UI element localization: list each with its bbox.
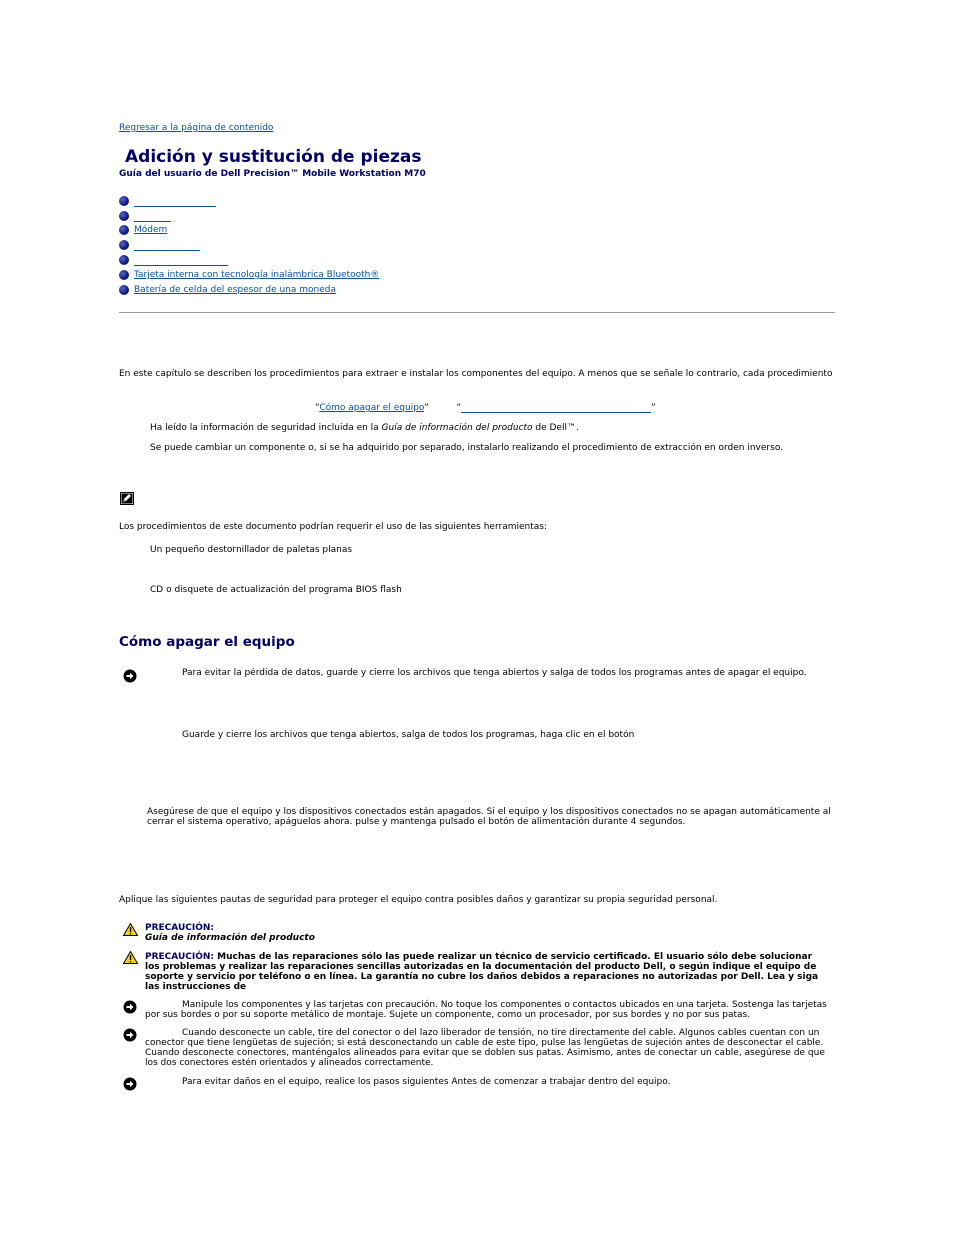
toc-link[interactable] bbox=[134, 210, 171, 222]
toc-link-modem[interactable]: Módem bbox=[134, 225, 168, 235]
toc-link-bluetooth[interactable]: Tarjeta interna con tecnología inalámbrica Bluetooth® bbox=[134, 270, 380, 280]
quote-mark: “ bbox=[315, 403, 320, 413]
quote-mark: “ bbox=[456, 403, 462, 413]
notice-icon bbox=[123, 1000, 137, 1014]
note-icon bbox=[120, 492, 134, 505]
back-to-contents-link[interactable]: Regresar a la página de contenido bbox=[119, 123, 274, 133]
notice-disconnect-cable: Cuando desconecte un cable, tire del conector o del lazo liberador de tensión, no tire directamente del cable. Algunos cables cuentan con un conector que tiene lengüetas de sujeción; si está desconectando un cable de este tipo, pulse las lengüetas de sujeción antes de desconectar el cable. Cuando desconecte conectores, manténgalos alineados para evitar que se doblen sus patas. Asimismo, antes de conectar un cable, asegúrese de que los dos conectores estén orientados y alineados correctamente. bbox=[145, 1028, 825, 1068]
caution-1: PRECAUCIÓN: Guía de información del producto bbox=[145, 923, 315, 943]
toc-link[interactable] bbox=[134, 254, 228, 266]
divider bbox=[119, 312, 835, 313]
bullet-icon bbox=[119, 255, 129, 265]
prereq-item-2: Se puede cambiar un componente o, si se ha adquirido por separado, instalarlo realizando el procedimiento de extracción en orden inverso. bbox=[150, 443, 784, 453]
quote-mark: ” bbox=[424, 403, 429, 413]
section-heading-shutdown: Cómo apagar el equipo bbox=[119, 634, 295, 650]
shutdown-link[interactable]: Cómo apagar el equipo bbox=[319, 403, 425, 413]
toc-list bbox=[119, 195, 519, 295]
shutdown-notice: Para evitar la pérdida de datos, guarde y cierre los archivos que tenga abiertos y salga de todos los programas antes de apagar el equipo. bbox=[182, 668, 807, 678]
toc-link[interactable] bbox=[134, 195, 216, 207]
quote-mark: ” bbox=[651, 403, 656, 413]
prereq-item-1: Ha leído la información de seguridad incluida en la Guía de información del producto de Dell™. bbox=[150, 423, 579, 433]
safety-intro: Aplique las siguientes pautas de seguridad para proteger el equipo contra posibles daños y garantizar su propia seguridad personal. bbox=[119, 895, 718, 905]
bullet-icon bbox=[119, 285, 129, 295]
tools-item-1: Un pequeño destornillador de paletas planas bbox=[150, 545, 353, 555]
bullet-icon bbox=[119, 225, 129, 235]
caution-icon bbox=[123, 951, 138, 964]
caution-2: PRECAUCIÓN: Muchas de las reparaciones sólo las puede realizar un técnico de servicio certificado. El usuario sólo debe solucionar los problemas y realizar las reparaciones sencillas autorizadas en la documentación del producto Dell, o según indique el equipo de soporte y servicio por teléfono o en línea. La garantía no cubre los daños debidos a reparaciones no autorizadas por Dell. Lea y siga las instrucciones de bbox=[145, 952, 819, 992]
bullet-icon bbox=[119, 240, 129, 250]
intro-paragraph: En este capítulo se describen los procedimientos para extraer e instalar los componentes del equipo. A menos que se señale lo contrario, cada procedimiento bbox=[119, 369, 833, 379]
shutdown-step-1: Guarde y cierre los archivos que tenga abiertos, salga de todos los programas, haga clic en el botón bbox=[182, 730, 635, 740]
tools-intro: Los procedimientos de este documento podrían requerir el uso de las siguientes herramientas: bbox=[119, 522, 548, 532]
notice-icon bbox=[123, 669, 137, 683]
toc-link-coin-battery[interactable]: Batería de celda del espesor de una moneda bbox=[134, 285, 336, 295]
page-subtitle: Guía del usuario de Dell Precision™ Mobile Workstation M70 bbox=[119, 169, 426, 179]
toc-link[interactable] bbox=[134, 239, 200, 251]
bullet-icon bbox=[119, 196, 129, 206]
notice-icon bbox=[123, 1077, 137, 1091]
bullet-icon bbox=[119, 270, 129, 280]
bullet-icon bbox=[119, 211, 129, 221]
safety-link[interactable] bbox=[461, 403, 651, 413]
shutdown-step-2: Asegúrese de que el equipo y los dispositivos conectados están apagados. Si el equipo y los dispositivos conectados no se apagan automáticamente al cerrar el sistema operativo, apáguelos ahora. pulse y mantenga pulsado el botón de alimentación durante 4 segundos. bbox=[147, 807, 831, 827]
prereq-links-line bbox=[315, 402, 656, 413]
notice-icon bbox=[123, 1028, 137, 1042]
notice-handling-components: Manipule los componentes y las tarjetas con precaución. No toque los componentes o contactos ubicados en una tarjeta. Sostenga las tarjetas por sus bordes o por su soporte metálico de montaje. Sujete un componente, como un procesador, por sus bordes y no por sus patas. bbox=[145, 1000, 827, 1020]
page-title: Adición y sustitución de piezas bbox=[125, 147, 422, 167]
tools-item-2: CD o disquete de actualización del programa BIOS flash bbox=[150, 585, 402, 595]
caution-icon bbox=[123, 923, 138, 936]
notice-before-working: Para evitar daños en el equipo, realice los pasos siguientes Antes de comenzar a trabajar dentro del equipo. bbox=[182, 1077, 671, 1087]
